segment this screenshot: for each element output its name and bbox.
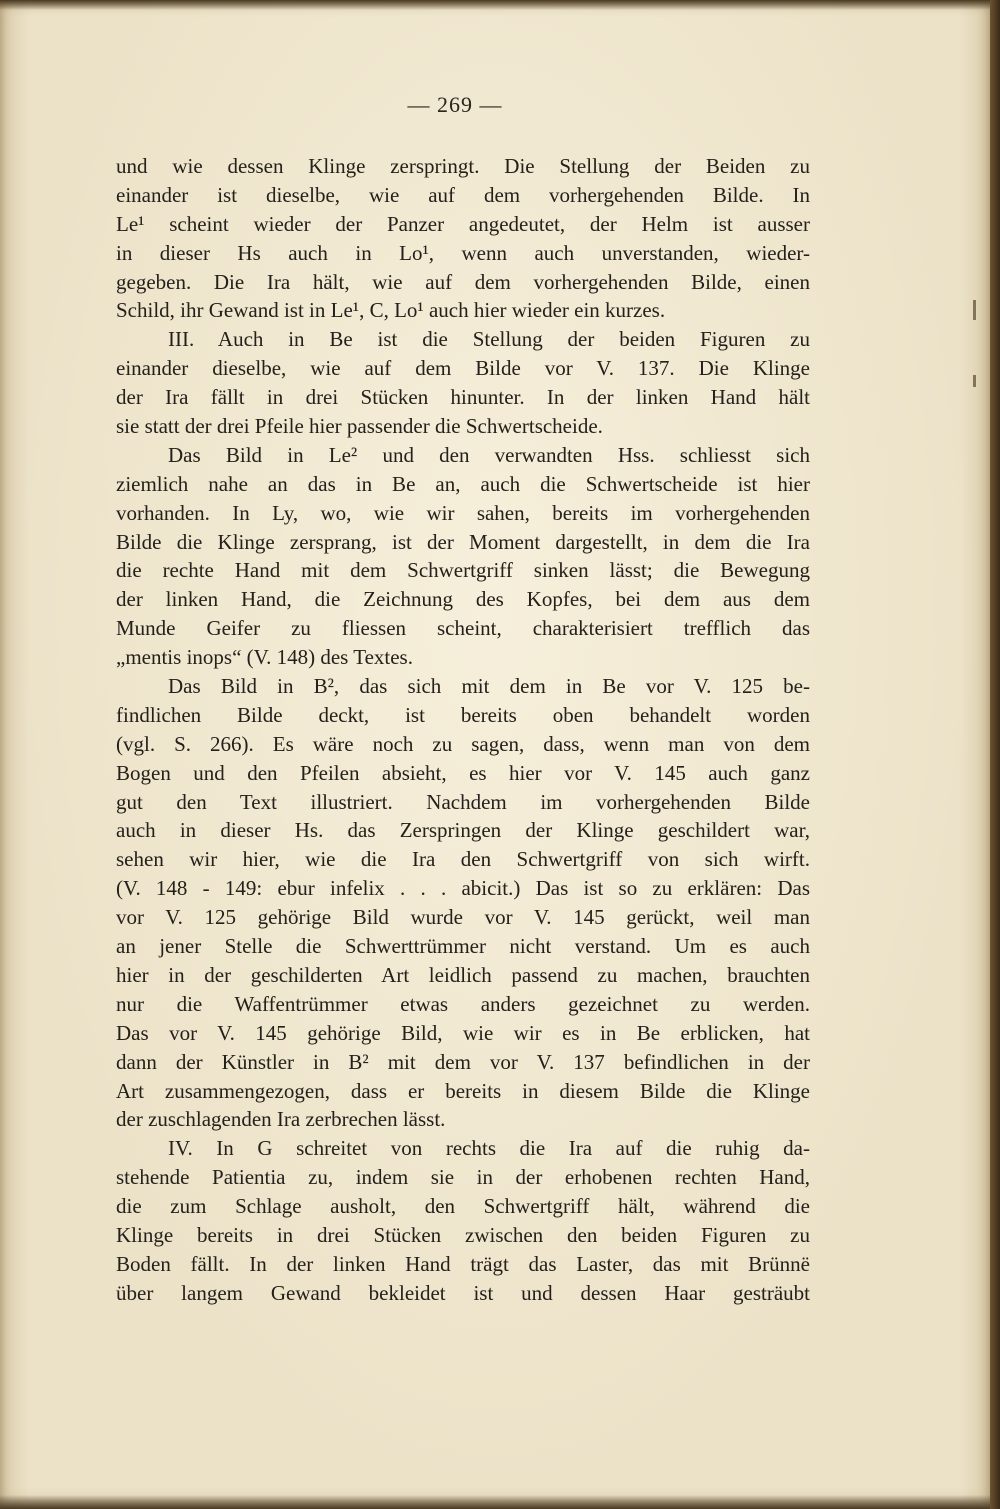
text-line: IV. In G schreitet von rechts die Ira auf die ruhig da- [168,1136,810,1161]
text-line: der linken Hand, die Zeichnung des Kopfes, bei dem aus dem [116,587,810,612]
text-line: III. Auch in Be ist die Stellung der beiden Figuren zu [168,327,810,352]
text-line: der Ira fällt in drei Stücken hinunter. In der linken Hand hält [116,385,810,410]
text-line: vor V. 125 gehörige Bild wurde vor V. 145 gerückt, weil man [116,905,810,930]
text-line: in dieser Hs auch in Lo¹, wenn auch unverstanden, wieder- [116,240,810,265]
text-line: die zum Schlage ausholt, den Schwertgriff hält, während die [116,1194,810,1219]
text-line: (V. 148 - 149: ebur infelix . . . abicit.) Das ist so zu erklären: Das [116,876,810,901]
text-line: stehende Patientia zu, indem sie in der erhobenen rechten Hand, [116,1165,810,1190]
body-text [116,152,810,1308]
page-number: — 269 — [407,92,503,117]
text-line: einander ist dieselbe, wie auf dem vorhergehenden Bilde. In [116,182,810,207]
book-cover-edge [990,0,1000,1509]
text-line: vorhanden. In Ly, wo, wie wir sahen, bereits im vorhergehenden [116,500,810,525]
text-line: über langem Gewand bekleidet ist und dessen Haar gesträubt [116,1280,810,1305]
text-line: Boden fällt. In der linken Hand trägt das Laster, das mit Brünnë [116,1251,810,1276]
text-line: dann der Künstler in B² mit dem vor V. 137 befindlichen in der [116,1049,810,1074]
text-line: hier in der geschilderten Art leidlich passend zu machen, brauchten [116,962,810,987]
text-line: gegeben. Die Ira hält, wie auf dem vorhergehenden Bilde, einen [116,269,810,294]
text-line: Schild, ihr Gewand ist in Le¹, C, Lo¹ auch hier wieder ein kurzes. [116,298,666,323]
text-line: Le¹ scheint wieder der Panzer angedeutet, der Helm ist ausser [116,211,810,236]
text-line: Art zusammengezogen, dass er bereits in diesem Bilde die Klinge [116,1078,810,1103]
page-bottom-shadow [0,1495,1000,1509]
text-line: einander dieselbe, wie auf dem Bilde vor V. 137. Die Klinge [116,356,810,381]
text-line: sie statt der drei Pfeile hier passender die Schwertscheide. [116,414,603,439]
text-line: Klinge bereits in drei Stücken zwischen den beiden Figuren zu [116,1222,810,1247]
text-line: Das Bild in Le² und den verwandten Hss. schliesst sich [168,442,810,467]
text-line: die rechte Hand mit dem Schwertgriff sinken lässt; die Bewegung [116,558,810,583]
margin-mark [973,300,976,320]
text-line: der zuschlagenden Ira zerbrechen lässt. [116,1107,446,1132]
text-line: sehen wir hier, wie die Ira den Schwertgriff von sich wirft. [116,847,810,872]
text-line: Munde Geifer zu fliessen scheint, charakterisiert trefflich das [116,616,810,641]
text-line: ziemlich nahe an das in Be an, auch die Schwertscheide ist hier [116,471,810,496]
text-line: und wie dessen Klinge zerspringt. Die Stellung der Beiden zu [116,154,810,178]
text-line: nur die Waffentrümmer etwas anders gezeichnet zu werden. [116,991,810,1016]
text-line: Das Bild in B², das sich mit dem in Be vor V. 125 be- [168,674,810,699]
text-line: auch in dieser Hs. das Zerspringen der Klinge geschildert war, [116,818,810,843]
text-line: Das vor V. 145 gehörige Bild, wie wir es in Be erblicken, hat [116,1020,810,1045]
text-line: findlichen Bilde deckt, ist bereits oben behandelt worden [116,702,810,727]
text-line: an jener Stelle die Schwerttrümmer nicht verstand. Um es auch [116,934,810,959]
text-line: Bilde die Klinge zersprang, ist der Moment dargestellt, in dem die Ira [116,529,810,554]
text-line: Bogen und den Pfeilen absieht, es hier vor V. 145 auch ganz [116,760,810,785]
margin-mark [973,375,976,387]
page-top-shadow [0,0,1000,10]
text-line: gut den Text illustriert. Nachdem im vorhergehenden Bilde [116,789,810,814]
text-line: „mentis inops“ (V. 148) des Textes. [116,645,413,670]
text-line: (vgl. S. 266). Es wäre noch zu sagen, dass, wenn man von dem [116,731,810,756]
